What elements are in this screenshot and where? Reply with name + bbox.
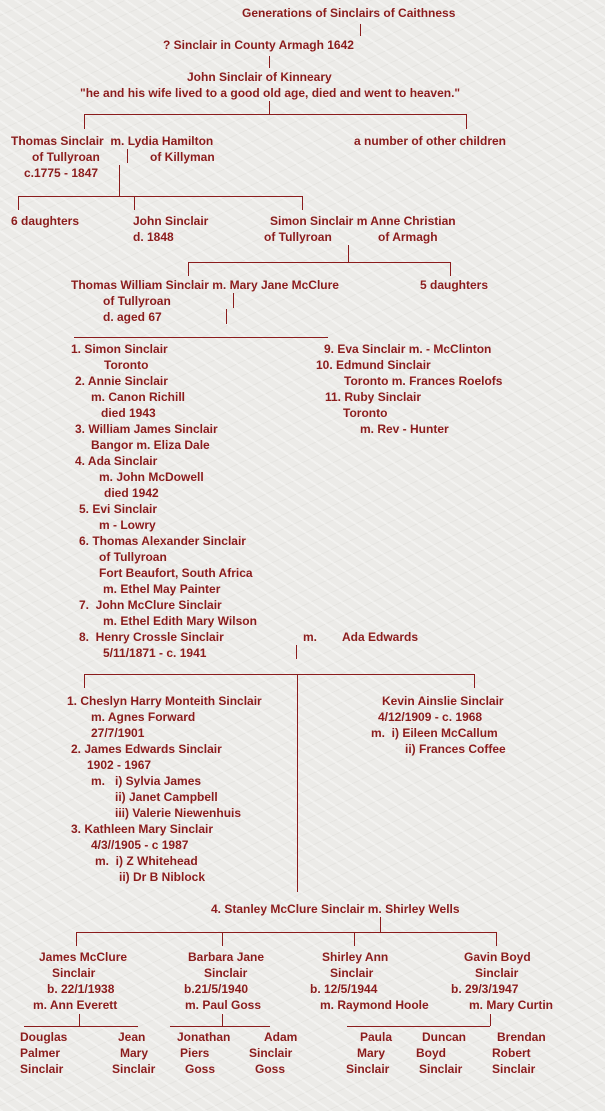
gen2-husband-place: of Tullyroan xyxy=(32,150,100,164)
gen7-shirley-spouse: m. Raymond Hoole xyxy=(320,998,429,1012)
gen6-child-3-spouse-1: m. i) Z Whitehead xyxy=(95,854,198,868)
gen8-paula-3: Sinclair xyxy=(346,1062,390,1076)
gen5-child-9: 9. Eva Sinclair m. - McClinton xyxy=(324,342,492,356)
gen6-kevin-spouse-1: m. i) Eileen McCallum xyxy=(371,726,498,740)
gen5-child-2: 2. Annie Sinclair xyxy=(75,374,168,388)
gen5-child-1-detail: Toronto xyxy=(104,358,149,372)
gen4-died: d. aged 67 xyxy=(103,310,162,324)
gen8-paula-1: Paula xyxy=(360,1030,393,1044)
gen8-jonathan-1: Jonathan xyxy=(177,1030,231,1044)
gen7-shirley-name: Shirley Ann xyxy=(322,950,389,964)
gen5-child-5: 5. Evi Sinclair xyxy=(79,502,158,516)
gen5-child-8-married: m. xyxy=(303,630,318,644)
gen7-gavin-born: b. 29/3/1947 xyxy=(451,982,519,996)
gen6-child-2-spouse-3: iii) Valerie Niewenhuis xyxy=(115,806,242,820)
gen6-child-1-spouse: m. Agnes Forward xyxy=(91,710,196,724)
gen8-jonathan-2: Piers xyxy=(180,1046,210,1060)
gen8-jean-2: Mary xyxy=(120,1046,149,1060)
gen5-child-7: 7. John McClure Sinclair xyxy=(79,598,222,612)
gen3-anne-place: of Armagh xyxy=(378,230,438,244)
gen7-james-name: James McClure xyxy=(39,950,128,964)
gen3-daughters: 6 daughters xyxy=(11,214,80,228)
gen8-jonathan-3: Goss xyxy=(185,1062,216,1076)
gen6-child-3: 3. Kathleen Mary Sinclair xyxy=(71,822,214,836)
gen4-couple: Thomas William Sinclair m. Mary Jane McClure xyxy=(71,278,339,292)
gen5-child-3-detail: Bangor m. Eliza Dale xyxy=(91,438,210,452)
gen7-gavin-spouse: m. Mary Curtin xyxy=(469,998,554,1012)
gen5-child-10-detail: Toronto m. Frances Roelofs xyxy=(344,374,503,388)
gen8-jean-1: Jean xyxy=(118,1030,146,1044)
gen8-brendan-1: Brendan xyxy=(497,1030,546,1044)
gen7-barbara-born: b.21/5/1940 xyxy=(184,982,249,996)
gen6-kevin: Kevin Ainslie Sinclair xyxy=(382,694,504,708)
gen8-jean-3: Sinclair xyxy=(112,1062,156,1076)
gen5-child-3: 3. William James Sinclair xyxy=(75,422,218,436)
gen8-brendan-2: Robert xyxy=(492,1046,531,1060)
gen6-child-2-spouse-2: ii) Janet Campbell xyxy=(115,790,218,804)
gen6-child-2-dates: 1902 - 1967 xyxy=(87,758,152,772)
gen5-child-6-place2: Fort Beaufort, South Africa xyxy=(99,566,253,580)
tree-title: Generations of Sinclairs of Caithness xyxy=(242,6,456,20)
gen6-child-2-spouse-1: m. i) Sylvia James xyxy=(91,774,202,788)
gen8-douglas-1: Douglas xyxy=(20,1030,68,1044)
gen5-child-4: 4. Ada Sinclair xyxy=(75,454,158,468)
gen5-child-6-spouse: m. Ethel May Painter xyxy=(103,582,221,596)
gen7-gavin-name: Gavin Boyd xyxy=(464,950,531,964)
gen6-child-4-couple: 4. Stanley McClure Sinclair m. Shirley Wells xyxy=(211,902,460,916)
gen5-child-11-spouse: m. Rev - Hunter xyxy=(360,422,449,436)
gen8-adam-1: Adam xyxy=(264,1030,298,1044)
gen7-james-born: b. 22/1/1938 xyxy=(47,982,115,996)
gen4-place: of Tullyroan xyxy=(103,294,171,308)
gen3-john: John Sinclair xyxy=(133,214,209,228)
gen5-child-8: 8. Henry Crossle Sinclair xyxy=(79,630,224,644)
gen6-kevin-spouse-2: ii) Frances Coffee xyxy=(405,742,506,756)
gen2-couple: Thomas Sinclair m. Lydia Hamilton xyxy=(11,134,214,148)
gen2-wife-place: of Killyman xyxy=(150,150,215,164)
gen6-child-1: 1. Cheslyn Harry Monteith Sinclair xyxy=(67,694,262,708)
gen5-child-1: 1. Simon Sinclair xyxy=(71,342,168,356)
gen8-douglas-2: Palmer xyxy=(20,1046,61,1060)
gen7-barbara-surname: Sinclair xyxy=(204,966,248,980)
gen7-barbara-name: Barbara Jane xyxy=(188,950,265,964)
gen7-james-spouse: m. Ann Everett xyxy=(33,998,118,1012)
gen1-quote: "he and his wife lived to a good old age, died and went to heaven." xyxy=(80,86,461,100)
gen6-child-2: 2. James Edwards Sinclair xyxy=(71,742,222,756)
gen5-child-6: 6. Thomas Alexander Sinclair xyxy=(79,534,246,548)
gen8-douglas-3: Sinclair xyxy=(20,1062,64,1076)
gen7-james-surname: Sinclair xyxy=(52,966,96,980)
gen8-adam-3: Goss xyxy=(255,1062,286,1076)
gen8-paula-2: Mary xyxy=(357,1046,386,1060)
gen6-child-3-dates: 4/3//1905 - c 1987 xyxy=(91,838,189,852)
root-ancestor: ? Sinclair in County Armagh 1642 xyxy=(163,38,354,52)
gen3-john-died: d. 1848 xyxy=(133,230,174,244)
gen6-child-3-spouse-2: ii) Dr B Niblock xyxy=(119,870,206,884)
gen5-child-2-spouse: m. Canon Richill xyxy=(91,390,186,404)
gen8-duncan-1: Duncan xyxy=(422,1030,467,1044)
gen8-brendan-3: Sinclair xyxy=(492,1062,536,1076)
gen8-duncan-3: Sinclair xyxy=(419,1062,463,1076)
gen7-shirley-born: b. 12/5/1944 xyxy=(310,982,378,996)
gen3-simon-couple: Simon Sinclair m Anne Christian xyxy=(270,214,456,228)
gen7-barbara-spouse: m. Paul Goss xyxy=(185,998,262,1012)
gen2-dates: c.1775 - 1847 xyxy=(24,166,99,180)
gen5-child-8-spouse: Ada Edwards xyxy=(342,630,419,644)
gen5-child-5-spouse: m - Lowry xyxy=(99,518,156,532)
gen4-daughters: 5 daughters xyxy=(420,278,489,292)
gen5-child-4-died: died 1942 xyxy=(104,486,159,500)
gen5-child-7-spouse: m. Ethel Edith Mary Wilson xyxy=(103,614,257,628)
gen1-name: John Sinclair of Kinneary xyxy=(187,70,332,84)
gen8-duncan-2: Boyd xyxy=(416,1046,446,1060)
gen3-simon-place: of Tullyroan xyxy=(264,230,332,244)
gen5-child-8-dates: 5/11/1871 - c. 1941 xyxy=(103,646,207,660)
gen5-child-10: 10. Edmund Sinclair xyxy=(316,358,431,372)
gen5-child-11-place: Toronto xyxy=(343,406,388,420)
gen8-adam-2: Sinclair xyxy=(249,1046,293,1060)
gen5-child-2-died: died 1943 xyxy=(101,406,156,420)
gen7-gavin-surname: Sinclair xyxy=(475,966,519,980)
gen5-child-4-spouse: m. John McDowell xyxy=(99,470,204,484)
gen6-kevin-dates: 4/12/1909 - c. 1968 xyxy=(378,710,483,724)
gen5-child-11: 11. Ruby Sinclair xyxy=(325,390,422,404)
gen5-child-6-place: of Tullyroan xyxy=(99,550,167,564)
gen7-shirley-surname: Sinclair xyxy=(330,966,374,980)
gen2-other-children: a number of other children xyxy=(354,134,507,148)
gen6-child-1-date: 27/7/1901 xyxy=(91,726,145,740)
